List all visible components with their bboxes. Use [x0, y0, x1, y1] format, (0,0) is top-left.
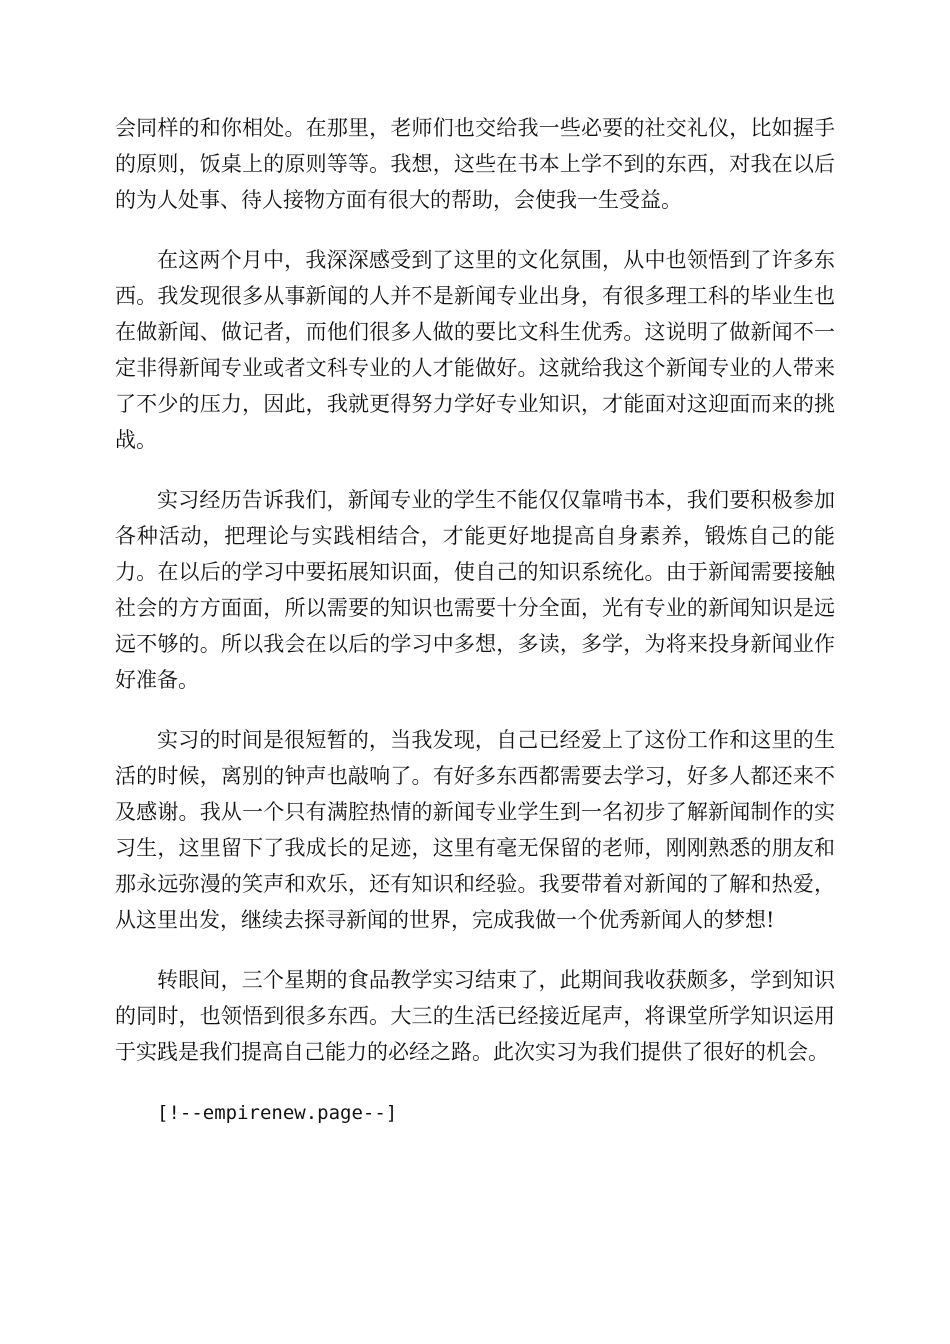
paragraph-4: 实习的时间是很短暂的，当我发现，自己已经爱上了这份工作和这里的生活的时候，离别的钟声也敲响了。有好多东西都需要去学习，好多人都还来不及感谢。我从一个只有满腔热情的新闻专业学生到一名初步了解新闻制作的实习生，这里留下了我成长的足迹，这里有毫无保留的老师，刚刚熟悉的朋友和那永远弥漫的笑声和欢乐，还有知识和经验。我要带着对新闻的了解和热爱，从这里出发，继续去探寻新闻的世界，完成我做一个优秀新闻人的梦想!: [115, 728, 835, 932]
paragraph-5: 转眼间，三个星期的食品教学实习结束了，此期间我收获颇多，学到知识的同时，也领悟到很多东西。大三的生活已经接近尾声，将课堂所学知识运用于实践是我们提高自己能力的必经之路。此次实习为我们提供了很好的机会。: [115, 968, 835, 1064]
paragraph-2: 在这两个月中，我深深感受到了这里的文化氛围，从中也领悟到了许多东西。我发现很多从事新闻的人并不是新闻专业出身，有很多理工科的毕业生也在做新闻、做记者，而他们很多人做的要比文科生优秀。这说明了做新闻不一定非得新闻专业或者文科专业的人才能做好。这就给我这个新闻专业的人带来了不少的压力，因此，我就更得努力学好专业知识，才能面对这迎面而来的挑战。: [115, 248, 835, 452]
paragraph-3: 实习经历告诉我们，新闻专业的学生不能仅仅靠啃书本，我们要积极参加各种活动，把理论与实践相结合，才能更好地提高自身素养，锻炼自己的能力。在以后的学习中要拓展知识面，使自己的知识系统化。由于新闻需要接触社会的方方面面，所以需要的知识也需要十分全面，光有专业的新闻知识是远远不够的。所以我会在以后的学习中多想，多读，多学，为将来投身新闻业作好准备。: [115, 488, 835, 692]
document-page: [115, 110, 835, 1155]
page-break-marker-text: [!--empirenew.page--]: [157, 1102, 398, 1124]
paragraph-1: 会同样的和你相处。在那里，老师们也交给我一些必要的社交礼仪，比如握手的原则，饭桌上的原则等等。我想，这些在书本上学不到的东西，对我在以后的为人处事、待人接物方面有很大的帮助，会使我一生受益。: [115, 116, 835, 212]
page-break-marker: [115, 1094, 835, 1131]
